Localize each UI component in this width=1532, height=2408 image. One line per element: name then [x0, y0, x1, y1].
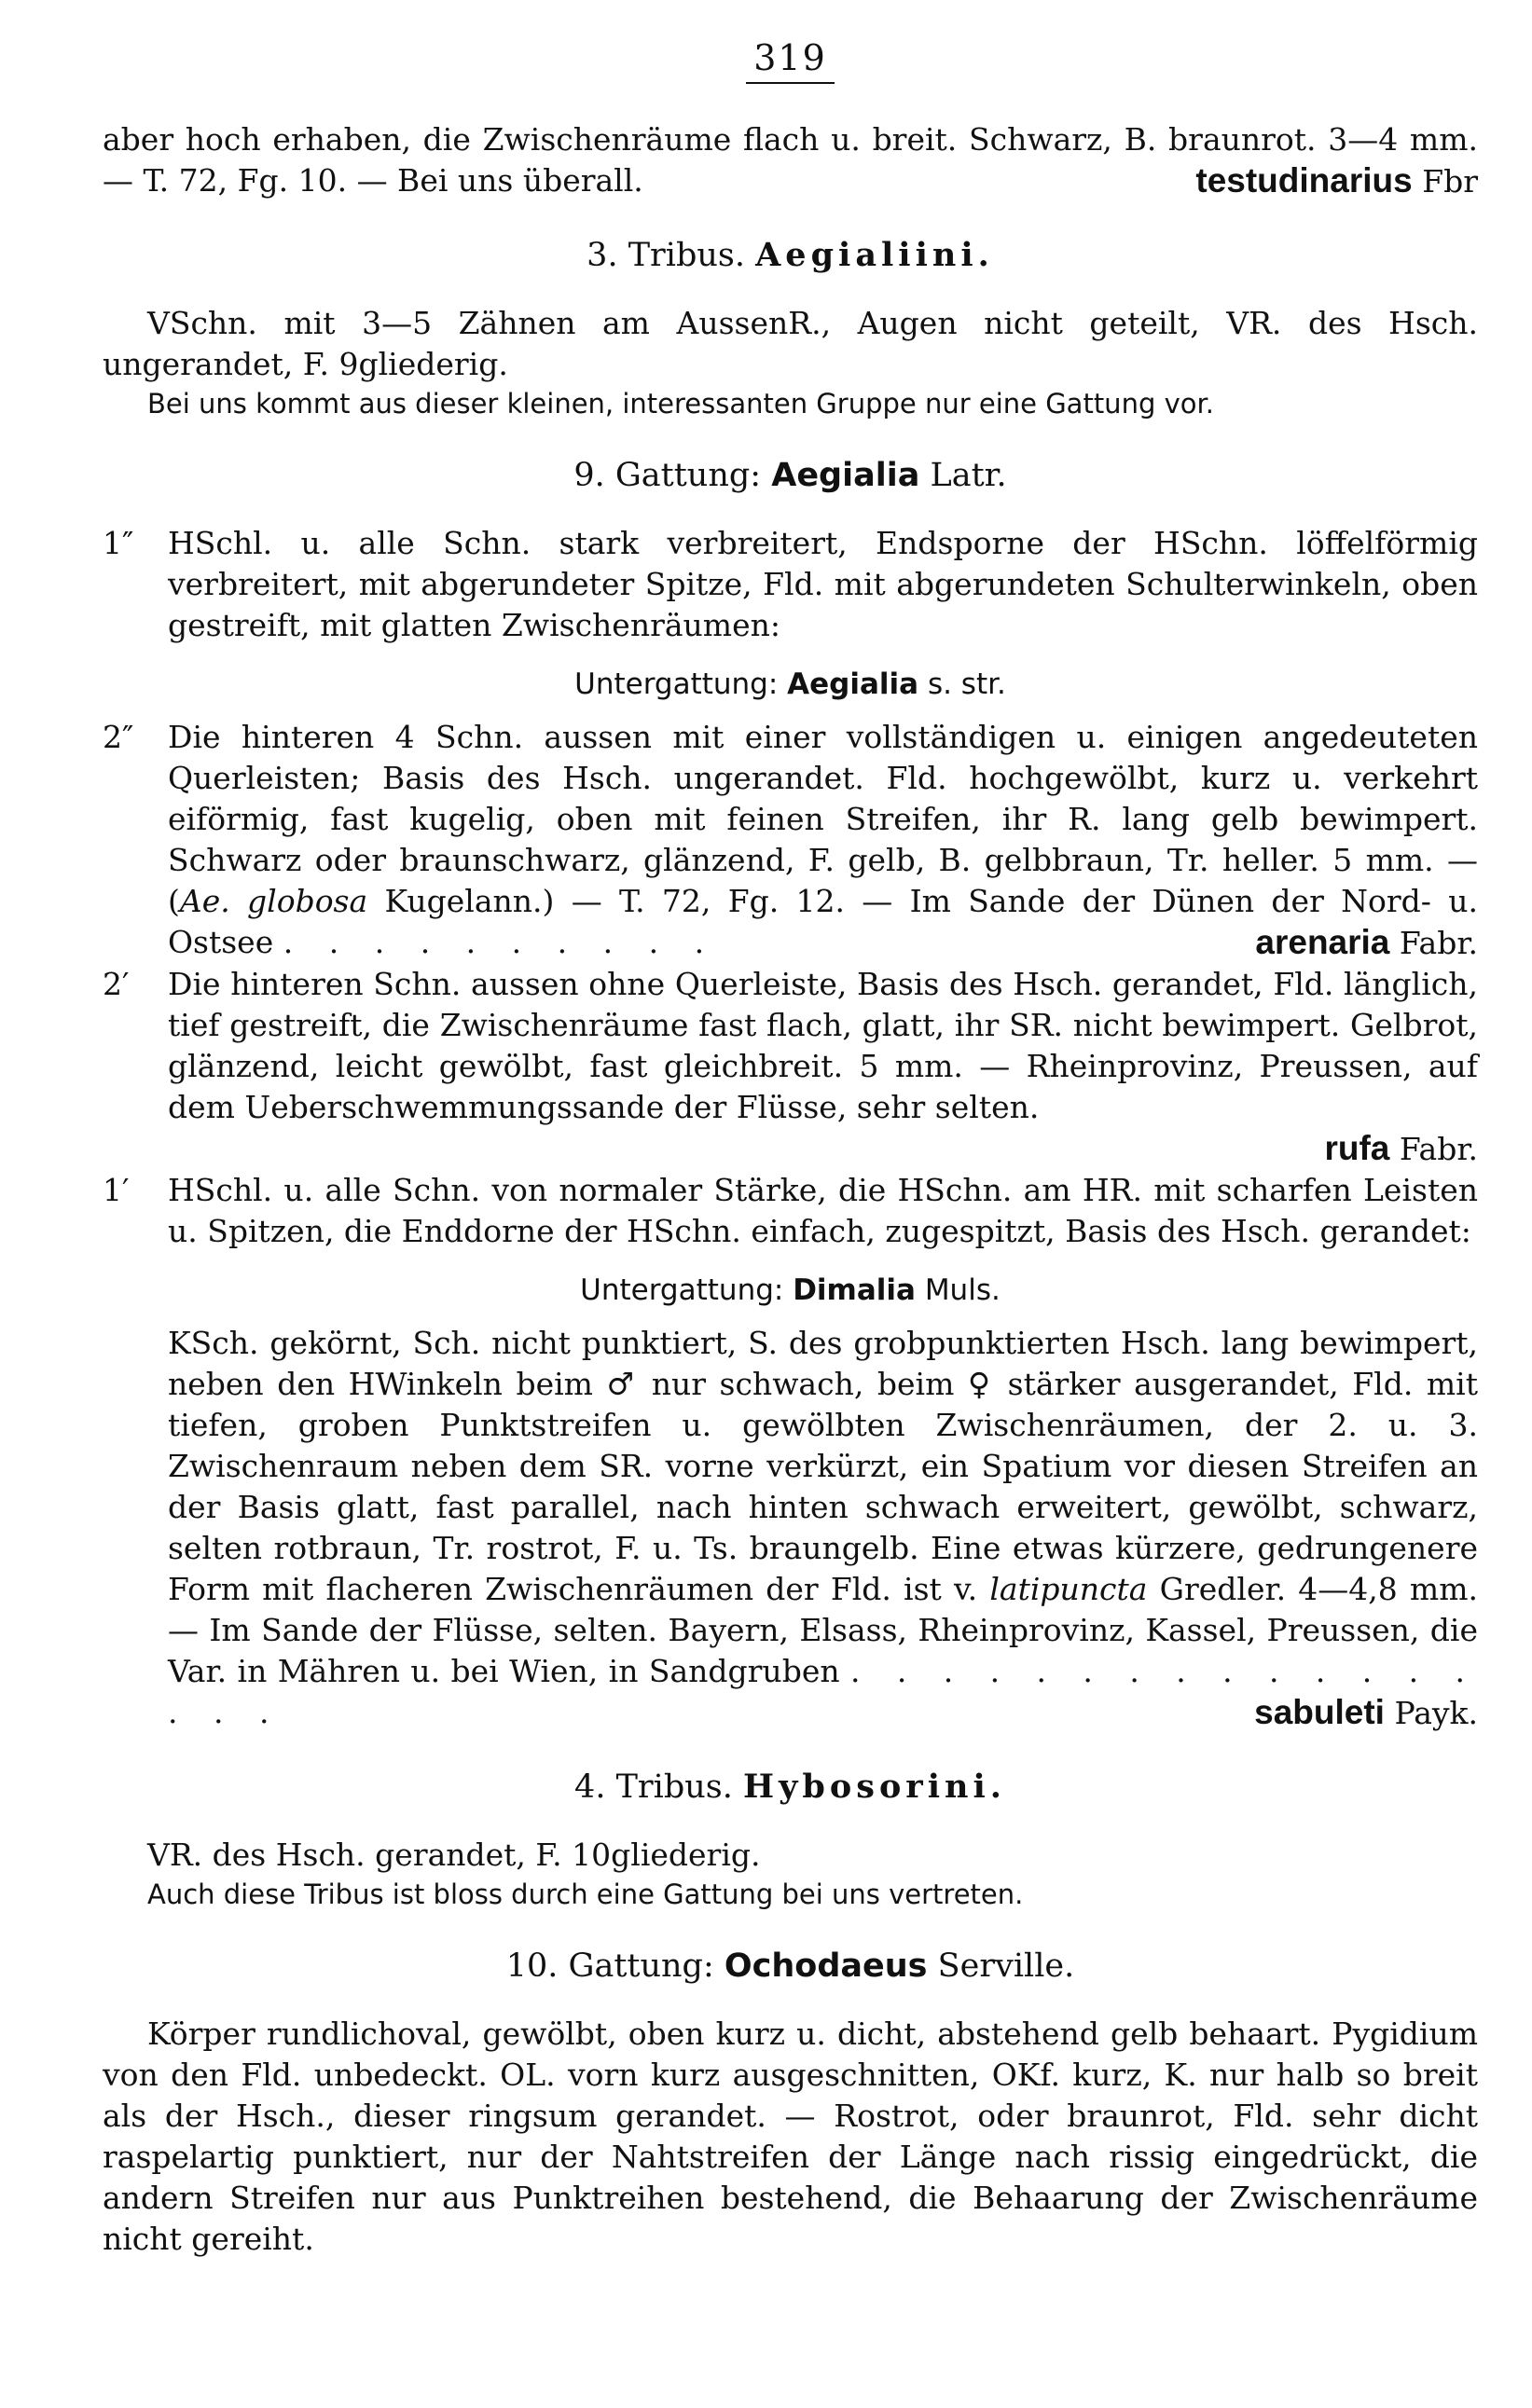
genus10-label: 10. Gattung: [505, 1947, 714, 1985]
genus10-heading [103, 1945, 1478, 1988]
key-entry-2b [103, 964, 1478, 1170]
tribus3-note: Bei uns kommt aus dieser kleinen, interessanten Gruppe nur eine Gattung vor. [147, 388, 1214, 420]
tribus3-description: VSchn. mit 3—5 Zähnen am AussenR., Augen nicht geteilt, VR. des Hsch. ungerandet, F. 9gliederig. [103, 305, 1478, 382]
tribus4-note: Auch diese Tribus ist bloss durch eine Gattung bei uns vertreten. [147, 1878, 1024, 1910]
key-text: Die hinteren Schn. aussen ohne Querleiste, Basis des Hsch. gerandet, Fld. länglich, tief gestreift, die Zwischenräume fast flach, glatt, ihr SR. nicht bewimpert. Gelbrot, glänzend, leicht gewölbt, fast gleichbreit. 5 mm. — Rheinprovinz, Preussen, auf dem Ueberschwemmungssande der Flüsse, sehr selten. [168, 966, 1478, 1125]
leader-dots: . . . . . . . . . . [283, 924, 718, 960]
tribus3-label: 3. Tribus. [587, 237, 745, 274]
species-sabuleti: sabuleti [1254, 1693, 1385, 1731]
genus9-author: Latr. [930, 457, 1007, 494]
genus9-label: 9. Gattung: [573, 457, 762, 494]
synonym: Ae. globosa [179, 883, 368, 919]
variety: latipuncta [989, 1571, 1148, 1607]
intro-paragraph [103, 119, 1478, 201]
tribus4-description: VR. des Hsch. gerandet, F. 10gliederig. [147, 1837, 761, 1873]
page-number: 319 [103, 37, 1478, 84]
dimalia-paragraph [168, 1323, 1478, 1733]
key-text-part: Kugelann.) — T. 72, Fg. 12. — Im Sande der Dünen der Nord- u. Ostsee [168, 883, 1478, 960]
key-text: HSchl. u. alle Schn. von normaler Stärke, die HSchn. am HR. mit scharfen Leisten u. Spitzen, die Enddorne der HSchn. einfach, zugespitzt, Basis des Hsch. gerandet: [168, 1172, 1478, 1249]
genus9-heading [103, 454, 1478, 497]
subgenus2-label: Untergattung: [580, 1273, 784, 1307]
tribus4-name: Hybosorini. [743, 1768, 1006, 1806]
subgenus1-suffix: s. str. [927, 667, 1006, 701]
subgenus2-name: Dimalia [793, 1273, 916, 1307]
key-number: 1′ [103, 1172, 130, 1208]
key-entry-1 [103, 523, 1478, 646]
author-arenaria: Fabr. [1399, 925, 1478, 961]
key-number: 1″ [103, 525, 134, 561]
key-text [168, 717, 1478, 963]
key-number: 2″ [103, 719, 134, 755]
intro-text: aber hoch erhaben, die Zwischenräume flach u. breit. Schwarz, B. braunrot. 3—4 mm. — T. 72, Fg. 10. — Bei uns überall. [103, 121, 1478, 199]
subgenus1-heading [103, 665, 1478, 704]
ochodaeus-paragraph: Körper rundlichoval, gewölbt, oben kurz u. dicht, abstehend gelb behaart. Pygidium von den Fld. unbedeckt. OL. vorn kurz ausgeschnitten, OKf. kurz, K. nur halb so breit als der Hsch., dieser ringsum gerandet. — Rostrot, oder braunrot, Fld. sehr dicht raspelartig punktiert, nur der Nahtstreifen der Länge nach rissig eingedrückt, die andern Streifen nur aus Punktreihen bestehend, die Behaarung der Zwischenräume nicht gereiht. [103, 2016, 1478, 2257]
subgenus1-name: Aegialia [787, 667, 919, 701]
species-line [168, 1128, 1478, 1170]
dimalia-text-part: KSch. gekörnt, Sch. nicht punktiert, S. des grobpunktierten Hsch. lang bewimpert, neben den HWinkeln beim ♂ nur schwach, beim ♀ stärker ausgerandet, Fld. mit tiefen, groben Punktstreifen u. gewölbten Zwischenräumen, der 2. u. 3. Zwischenraum neben dem SR. vorne verkürzt, ein Spatium vor diesen Streifen an der Basis glatt, fast parallel, nach hinten schwach erweitert, gewölbt, schwarz, selten rotbraun, Tr. rostrot, F. u. Ts. braungelb. Eine etwas kürzere, gedrungenere Form mit flacheren Zwischenräumen der Fld. ist v. [168, 1325, 1478, 1607]
genus9-name: Aegialia [771, 457, 920, 494]
genus10-name: Ochodaeus [724, 1947, 928, 1985]
document-page [103, 37, 1478, 2260]
key-number: 2′ [103, 966, 130, 1002]
species-arenaria: arenaria [1255, 923, 1390, 961]
tribus4-heading [103, 1766, 1478, 1809]
key-entry-1b [103, 1170, 1478, 1252]
dimalia-text-part: Gredler. 4—4,8 mm. — Im Sande der Flüsse, selten. Bayern, Elsass, Rheinprovinz, Kassel, Preussen, die Var. in Mähren u. bei Wien, in Sandgruben [168, 1571, 1478, 1689]
species-testudinarius: testudinarius [1195, 161, 1413, 200]
subgenus1-label: Untergattung: [574, 667, 779, 701]
author-sabuleti: Payk. [1394, 1695, 1478, 1731]
subgenus2-heading [103, 1271, 1478, 1310]
author-rufa: Fabr. [1399, 1131, 1478, 1167]
author-testudinarius: Fbr [1422, 163, 1478, 200]
subgenus2-author: Muls. [924, 1273, 1001, 1307]
key-text: HSchl. u. alle Schn. stark verbreitert, Endsporne der HSchn. löffelförmig verbreitert, mit abgerundeter Spitze, Fld. mit abgerundeten Schulterwinkeln, oben gestreift, mit glatten Zwischenräumen: [168, 525, 1478, 643]
species-rufa: rufa [1324, 1129, 1390, 1167]
tribus3-heading [103, 234, 1478, 277]
genus10-author: Serville. [937, 1947, 1075, 1985]
key-entry-2a [103, 717, 1478, 964]
leader-dots: . . . . . . . . . . . . . . . . . [168, 1653, 1478, 1730]
tribus3-name: Aegialiini. [755, 236, 994, 274]
key-text-part: Die hinteren 4 Schn. aussen mit einer vollständigen u. einigen angedeuteten Querleisten; Basis des Hsch. ungerandet. Fld. hochgewölbt, kurz u. verkehrt eiförmig, fast kugelig, oben mit feinen Streifen, ihr R. lang gelb bewimpert. Schwarz oder braunschwarz, glänzend, F. gelb, B. gelbbraun, Tr. heller. 5 mm. — ( [168, 719, 1478, 919]
tribus4-label: 4. Tribus. [574, 1768, 733, 1806]
